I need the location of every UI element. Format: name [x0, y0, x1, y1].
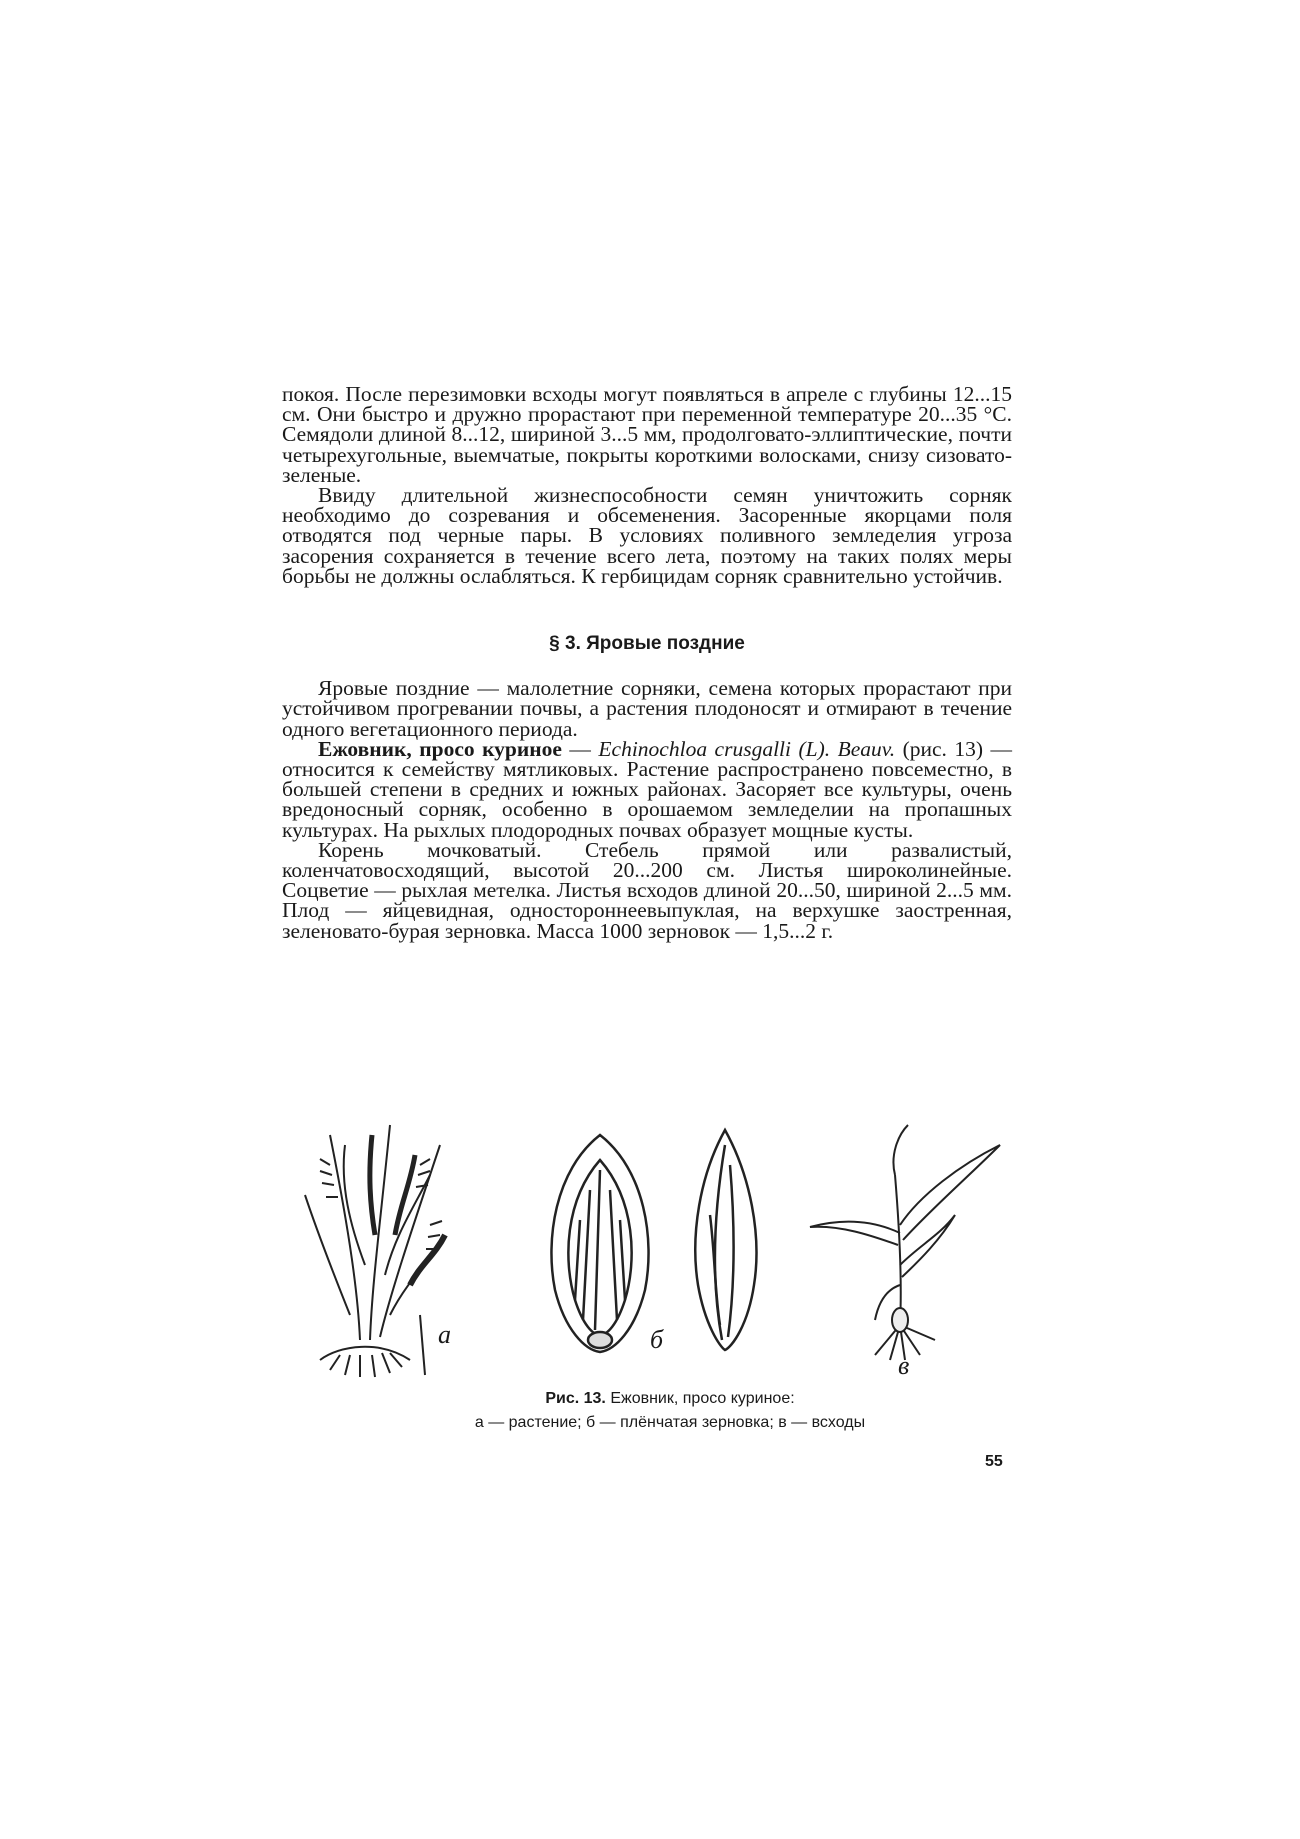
caption-label: Рис. 13.: [545, 1390, 606, 1407]
figure-13: [280, 1115, 1020, 1395]
species-description: (рис. 13) — относится к семейству мятликовых. Растение распространено повсеместно, в большей степени в средних и южных районах. Засоряет все культуры, очень вредоносный сорняк, особенно в орошаемом земледелии на пропашных культурах. На рыхлых плодородных почвах образует мощные кусты.: [282, 736, 1013, 842]
section-heading: § 3. Яровые поздние: [549, 633, 745, 655]
caption-title: [420, 1387, 920, 1411]
paragraph: Ввиду длительной жизнеспособности семян уничтожить сорняк необходимо до созревания и обсеменения. Засоренные якорцами поля отводятся под черные пары. В условиях поливного земледелия угроза засорения сохраняется в течение всего лета, поэтому на таких полях меры борьбы не должны ослабляться. К гербицидам сорняк сравнительно устойчив.: [282, 483, 1012, 588]
paragraph: Корень мочковатый. Стебель прямой или развалистый, коленчатовосходящий, высотой 20...200 см. Листья широколинейные. Соцветие — рыхлая метелка. Листья всходов длиной 20...50, шириной 2...5 мм. Плод — яйцевидная, одностороннеевыпуклая, на верхушке заостренная, зеленовато-бурая зерновка. Масса 1000 зерновок — 1,5...2 г.: [282, 837, 1012, 943]
dash: —: [561, 736, 599, 761]
figure-letter-v: в: [898, 1351, 910, 1380]
figure-letter-b: б: [650, 1325, 664, 1354]
species-paragraph: [282, 736, 1013, 842]
page-text: [282, 384, 1012, 941]
seedling-illustration: [800, 1115, 1010, 1375]
paragraph: покоя. После перезимовки всходы могут появляться в апреле с глубины 12...15 см. Они быстро и дружно прорастают при переменной температуре 20...35 °С. Семядоли длиной 8...12, шириной 3...5 мм, продолговато-эллиптические, почти четырехугольные, выемчатые, покрыты короткими волосками, снизу сизовато-зеленые.: [282, 382, 1012, 487]
grain-side-illustration: [680, 1125, 770, 1355]
figure-letter-a: а: [438, 1320, 451, 1349]
grain-front-illustration: [535, 1130, 665, 1360]
figure-caption: [420, 1387, 920, 1435]
caption-text: Ежовник, просо куриное:: [605, 1390, 795, 1407]
latin-name: Echinochloa crusgalli (L). Beauv.: [598, 736, 896, 761]
caption-parts: а — растение; б — плёнчатая зерновка; в — всходы: [474, 1414, 866, 1431]
page-number: 55: [985, 1453, 1003, 1470]
species-name: Ежовник, просо куриное: [318, 736, 562, 761]
paragraph: Яровые поздние — малолетние сорняки, семена которых прорастают при устойчивом прогревании почвы, а растения плодоносят и отмирают в течение одного вегетационного периода.: [282, 676, 1012, 741]
